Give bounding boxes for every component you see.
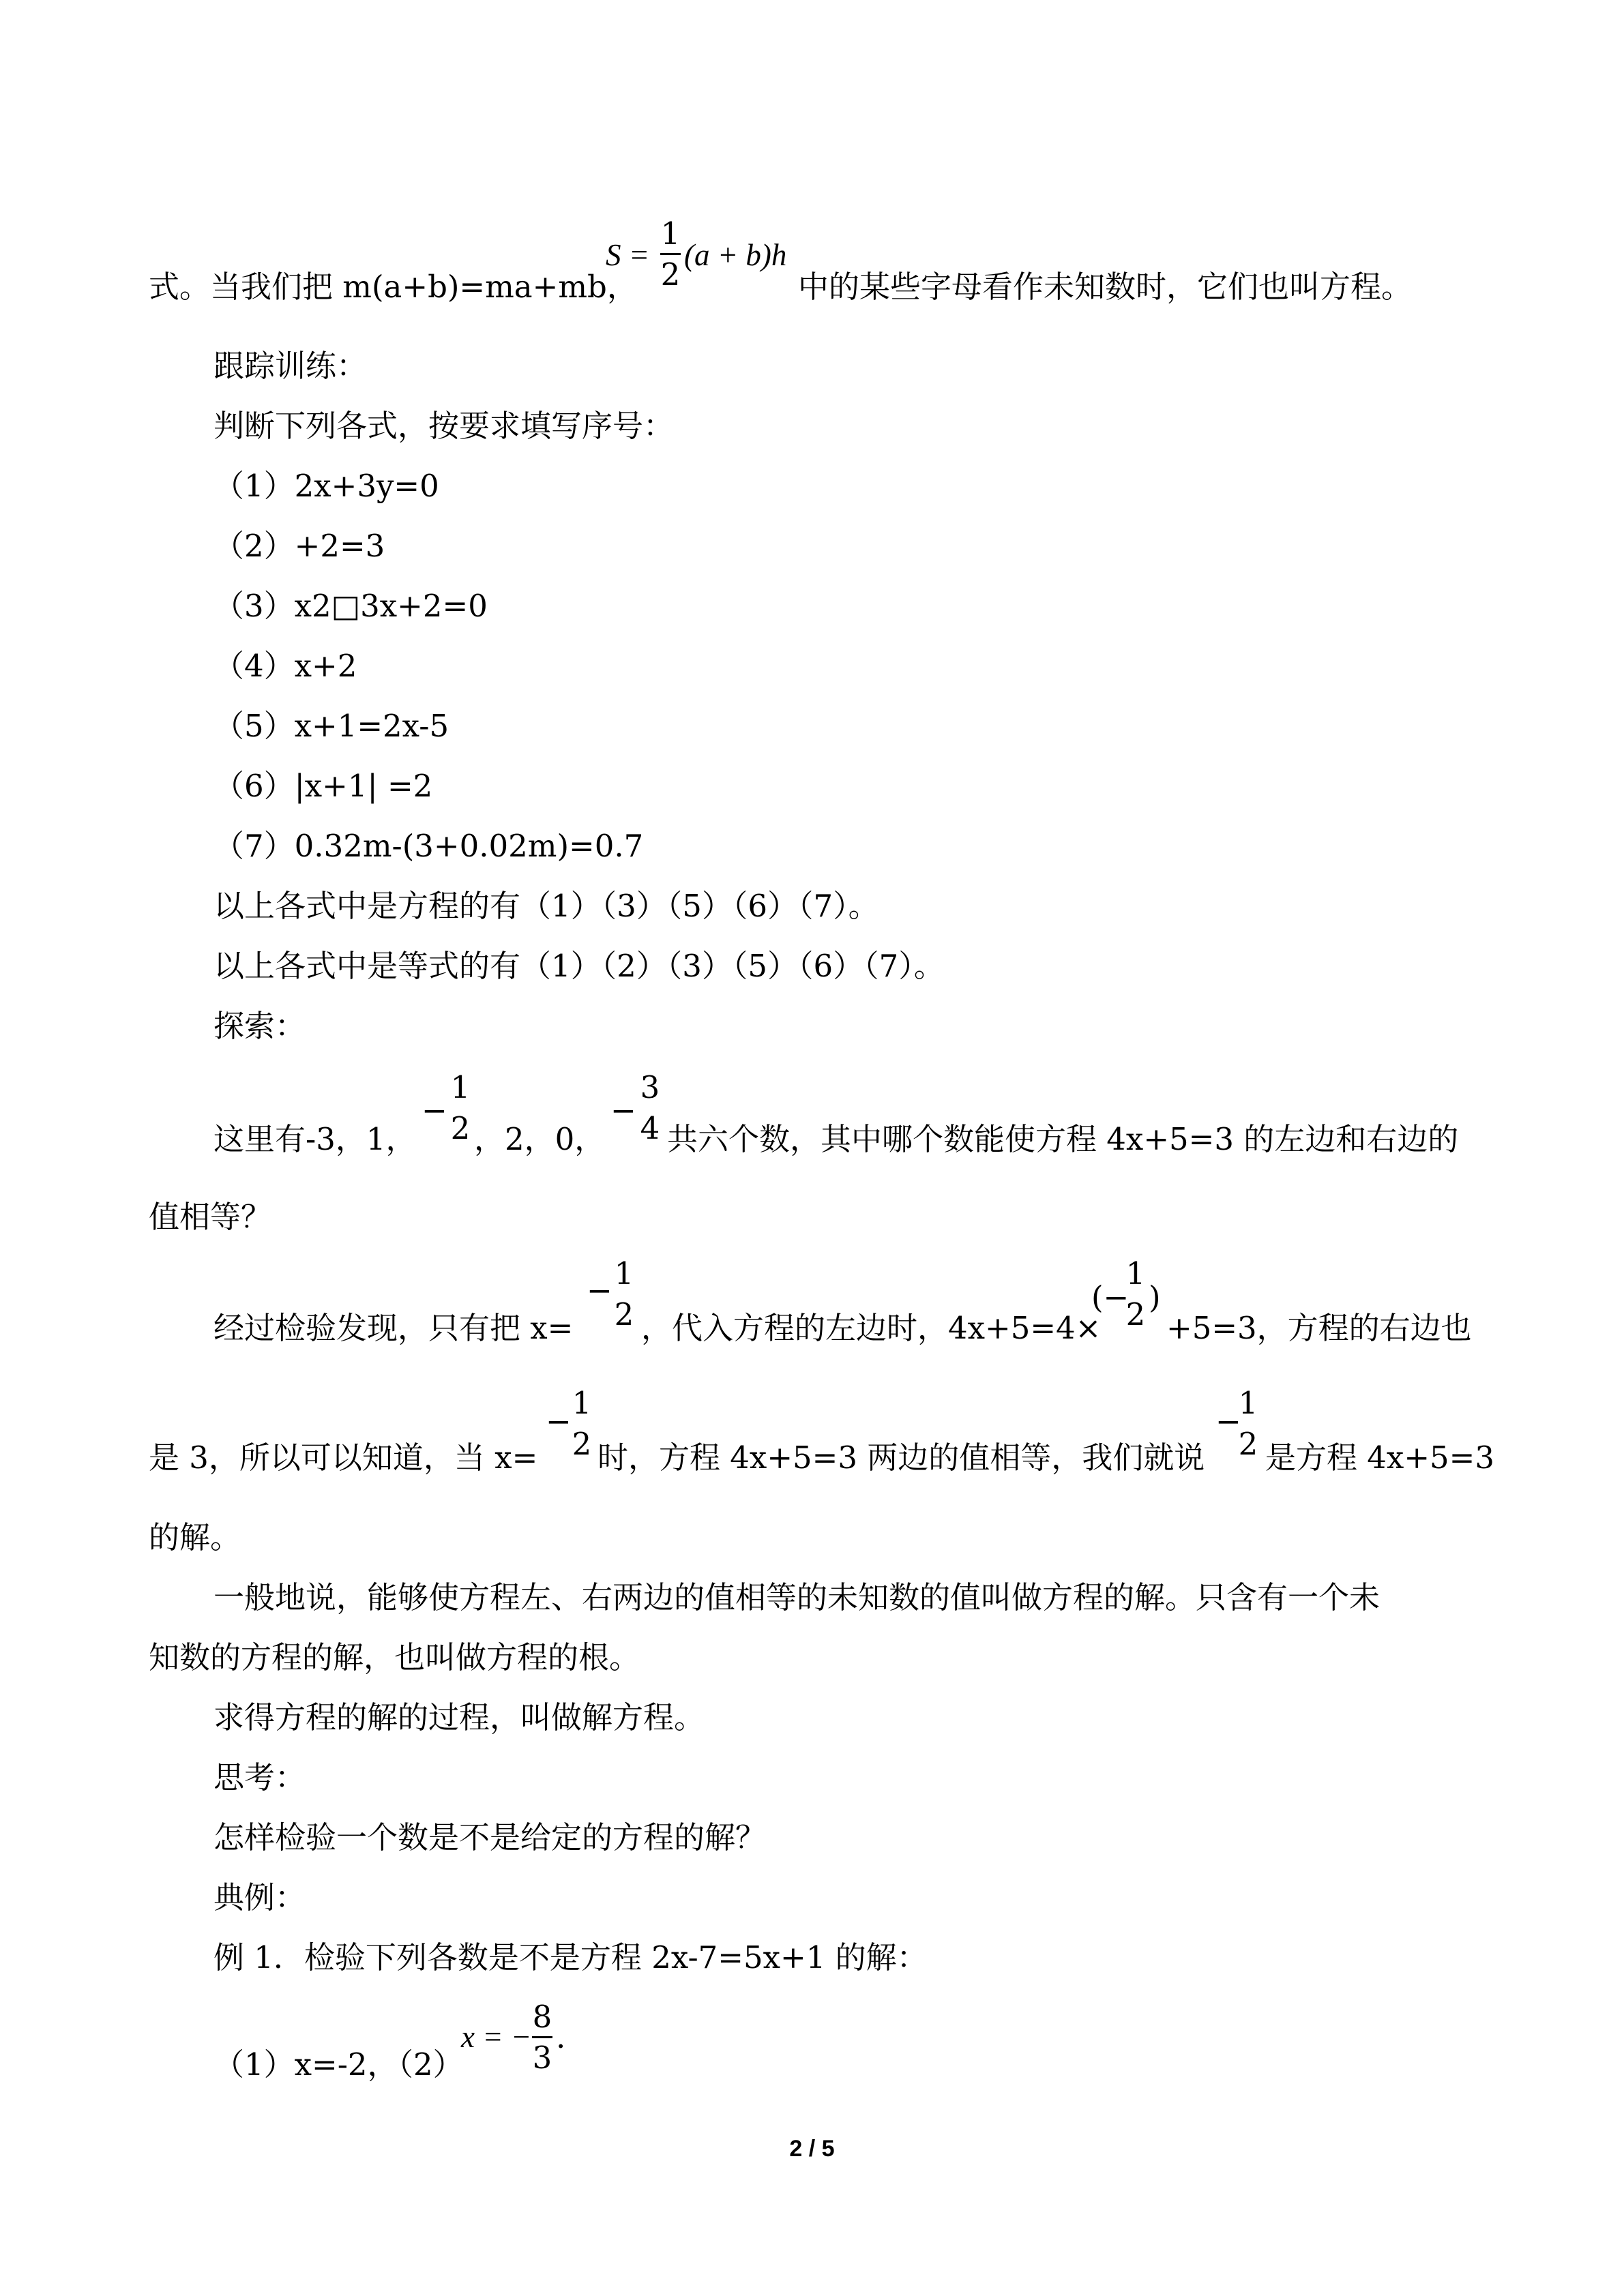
fraction-den: 2 <box>1238 1426 1258 1462</box>
explore-text-4: 值相等？ <box>149 1199 272 1235</box>
fraction-num: 1 <box>572 1385 592 1421</box>
general-text-1: 一般地说，能够使方程左、右两边的值相等的未知数的值叫做方程的解。只含有一个未 <box>213 1579 1381 1615</box>
fraction-eight-thirds <box>532 1999 552 2076</box>
list-item: （7）0.32m-(3+0.02m)=0.7 <box>213 828 644 864</box>
example-1-options: （1）x=-2，（2） <box>213 2046 464 2083</box>
list-item: （6）|x+1| =2 <box>213 768 433 804</box>
fraction-bar <box>572 1422 592 1425</box>
fraction-den: 2 <box>1125 1296 1146 1332</box>
list-item: （1）2x+3y=0 <box>213 468 439 504</box>
fraction-bar <box>1238 1422 1258 1425</box>
check-text-2: ，代入方程的左边时，4x+5=4× <box>641 1310 1102 1346</box>
list-item: （5）x+1=2x-5 <box>213 708 449 744</box>
fraction-den: 4 <box>640 1110 660 1146</box>
tracking-heading: 跟踪训练： <box>213 348 368 384</box>
formula-fraction <box>660 215 681 293</box>
minus-sign: − <box>546 1403 572 1440</box>
fraction-bar <box>660 253 681 255</box>
formula-den: 2 <box>660 256 681 293</box>
paren-open: (− <box>1091 1279 1130 1315</box>
formula-rest: (a + b)h <box>684 238 787 272</box>
page-number: 2 / 5 <box>789 2136 835 2162</box>
fraction-neg-half <box>572 1385 592 1462</box>
judge-instruction: 判断下列各式，按要求填写序号： <box>213 408 675 444</box>
check-text-3: +5=3，方程的右边也 <box>1166 1310 1472 1346</box>
fraction-num: 8 <box>532 1999 552 2035</box>
explore-text-2: ，2，0， <box>474 1121 606 1157</box>
fraction-num: 1 <box>1238 1385 1258 1421</box>
think-question: 怎样检验一个数是不是给定的方程的解？ <box>213 1819 767 1855</box>
solve-definition: 求得方程的解的过程，叫做解方程。 <box>213 1699 705 1735</box>
equations-answer: 以上各式中是方程的有（1）（3）（5）（6）（7）。 <box>213 888 879 924</box>
explore-text-3: 共六个数，其中哪个数能使方程 4x+5=3 的左边和右边的 <box>667 1121 1459 1157</box>
fraction-num: 3 <box>640 1069 660 1105</box>
formula-lhs: S = <box>606 238 650 272</box>
minus-sign: − <box>610 1092 636 1129</box>
so-text-1: 是 3，所以可以知道，当 x= <box>149 1440 538 1476</box>
intro-text-1: 式。当我们把 m(a+b)=ma+mb， <box>149 269 638 305</box>
fraction-num: 1 <box>614 1255 634 1292</box>
example-x-expr: x = − <box>461 2020 532 2054</box>
fraction-bar <box>450 1107 471 1109</box>
example-x-dot: . <box>556 2019 566 2055</box>
fraction-num: 1 <box>1125 1255 1146 1292</box>
formula-num: 1 <box>660 215 681 252</box>
fraction-den: 2 <box>572 1426 592 1462</box>
minus-sign: − <box>422 1092 447 1129</box>
think-heading: 思考： <box>213 1759 306 1795</box>
example-1: 例 1．检验下列各数是不是方程 2x-7=5x+1 的解： <box>213 1939 928 1976</box>
fraction-bar <box>614 1293 634 1295</box>
fraction-den: 2 <box>450 1110 471 1146</box>
fraction-bar <box>532 2036 552 2038</box>
so-text-3: 是方程 4x+5=3 <box>1265 1440 1494 1476</box>
example-heading: 典例： <box>213 1879 306 1915</box>
fraction-neg-half <box>614 1255 634 1332</box>
fraction-neg-three-quarters <box>640 1069 660 1146</box>
check-text-1: 经过检验发现，只有把 x= <box>213 1310 574 1346</box>
minus-sign: − <box>587 1272 612 1309</box>
explore-heading: 探索： <box>213 1008 306 1044</box>
fraction-half <box>1125 1255 1146 1332</box>
fraction-num: 1 <box>450 1069 471 1105</box>
general-text-2: 知数的方程的解，也叫做方程的根。 <box>149 1639 640 1675</box>
so-text-4: 的解。 <box>149 1519 241 1555</box>
fraction-neg-half <box>450 1069 471 1146</box>
minus-sign: − <box>1215 1403 1241 1440</box>
list-item: （2）+2=3 <box>213 528 385 564</box>
paren-close: ) <box>1149 1279 1161 1315</box>
fraction-bar <box>1125 1293 1146 1295</box>
so-text-2: 时，方程 4x+5=3 两边的值相等，我们就说 <box>597 1440 1205 1476</box>
fraction-den: 3 <box>532 2040 552 2076</box>
intro-text-2: 中的某些字母看作未知数时，它们也叫方程。 <box>798 269 1413 305</box>
list-item: （3）x2□3x+2=0 <box>213 588 488 624</box>
fraction-neg-half <box>1238 1385 1258 1462</box>
list-item: （4）x+2 <box>213 648 357 684</box>
fraction-den: 2 <box>614 1296 634 1332</box>
equalities-answer: 以上各式中是等式的有（1）（2）（3）（5）（6）（7）。 <box>213 948 945 984</box>
explore-text-1: 这里有-3，1， <box>213 1121 417 1157</box>
fraction-bar <box>640 1107 660 1109</box>
